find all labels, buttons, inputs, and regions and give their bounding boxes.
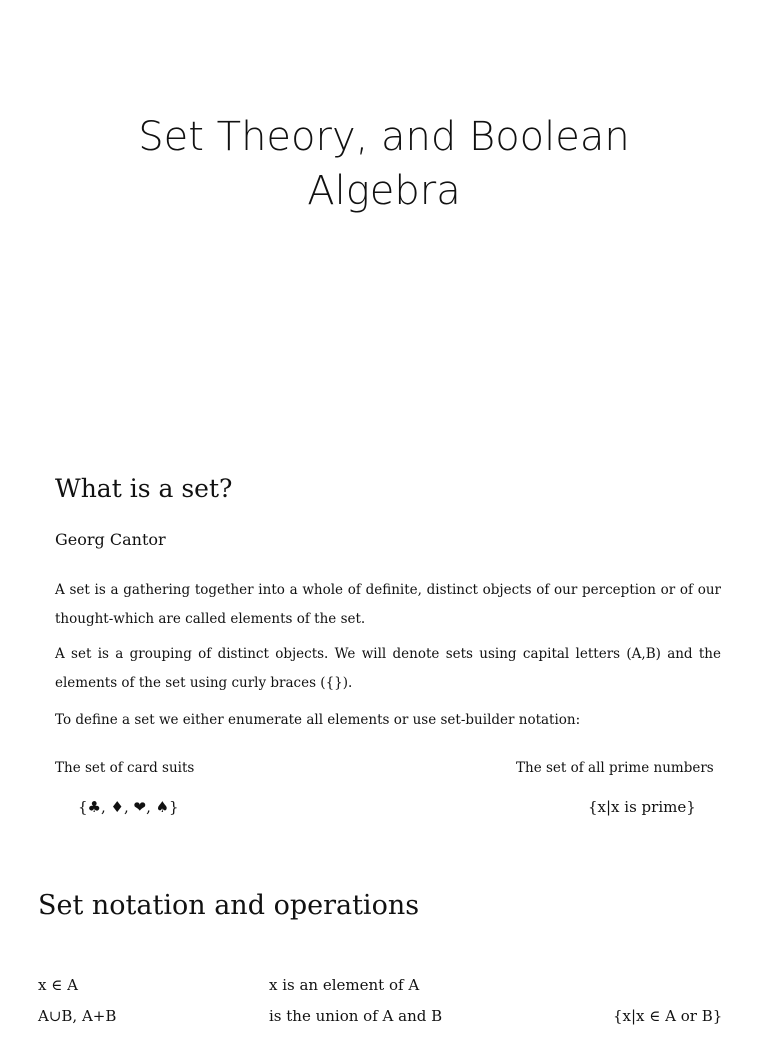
paragraph-definition-grouping: A set is a grouping of distinct objects. We will denote sets using capital letters (A,B) and the elements of the set using curly braces ({}). [55,646,721,691]
title-line-1: Set Theory, and Boolean [138,114,630,160]
example-label-primes: The set of all prime numbers [516,760,714,776]
notation-row [0,976,768,1006]
notation-row [0,1007,768,1037]
notation-symbol: x ∈ A [38,976,78,994]
notation-symbol: A∪B, A+B [38,1007,117,1025]
paragraph-definition-cantor: A set is a gathering together into a whole of definite, distinct objects of our perception or of our thought-which are called elements of the set. [55,582,721,627]
paragraph-define-set: To define a set we either enumerate all elements or use set-builder notation: [55,712,581,728]
notation-meaning: is the union of A and B [269,1007,443,1025]
author-name: Georg Cantor [55,530,166,549]
section-heading-what-is-a-set: What is a set? [55,474,233,503]
example-set-card-suits: {♣, ♦, ❤, ♠} [78,798,179,816]
example-label-card-suits: The set of card suits [55,760,195,776]
title-line-2: Algebra [307,168,461,214]
title-slide [0,110,768,218]
notation-builder: {x|x ∈ A or B} [613,1007,723,1025]
example-set-primes: {x|x is prime} [588,798,696,816]
notation-meaning: x is an element of A [269,976,420,994]
section-heading-set-notation: Set notation and operations [38,890,420,921]
